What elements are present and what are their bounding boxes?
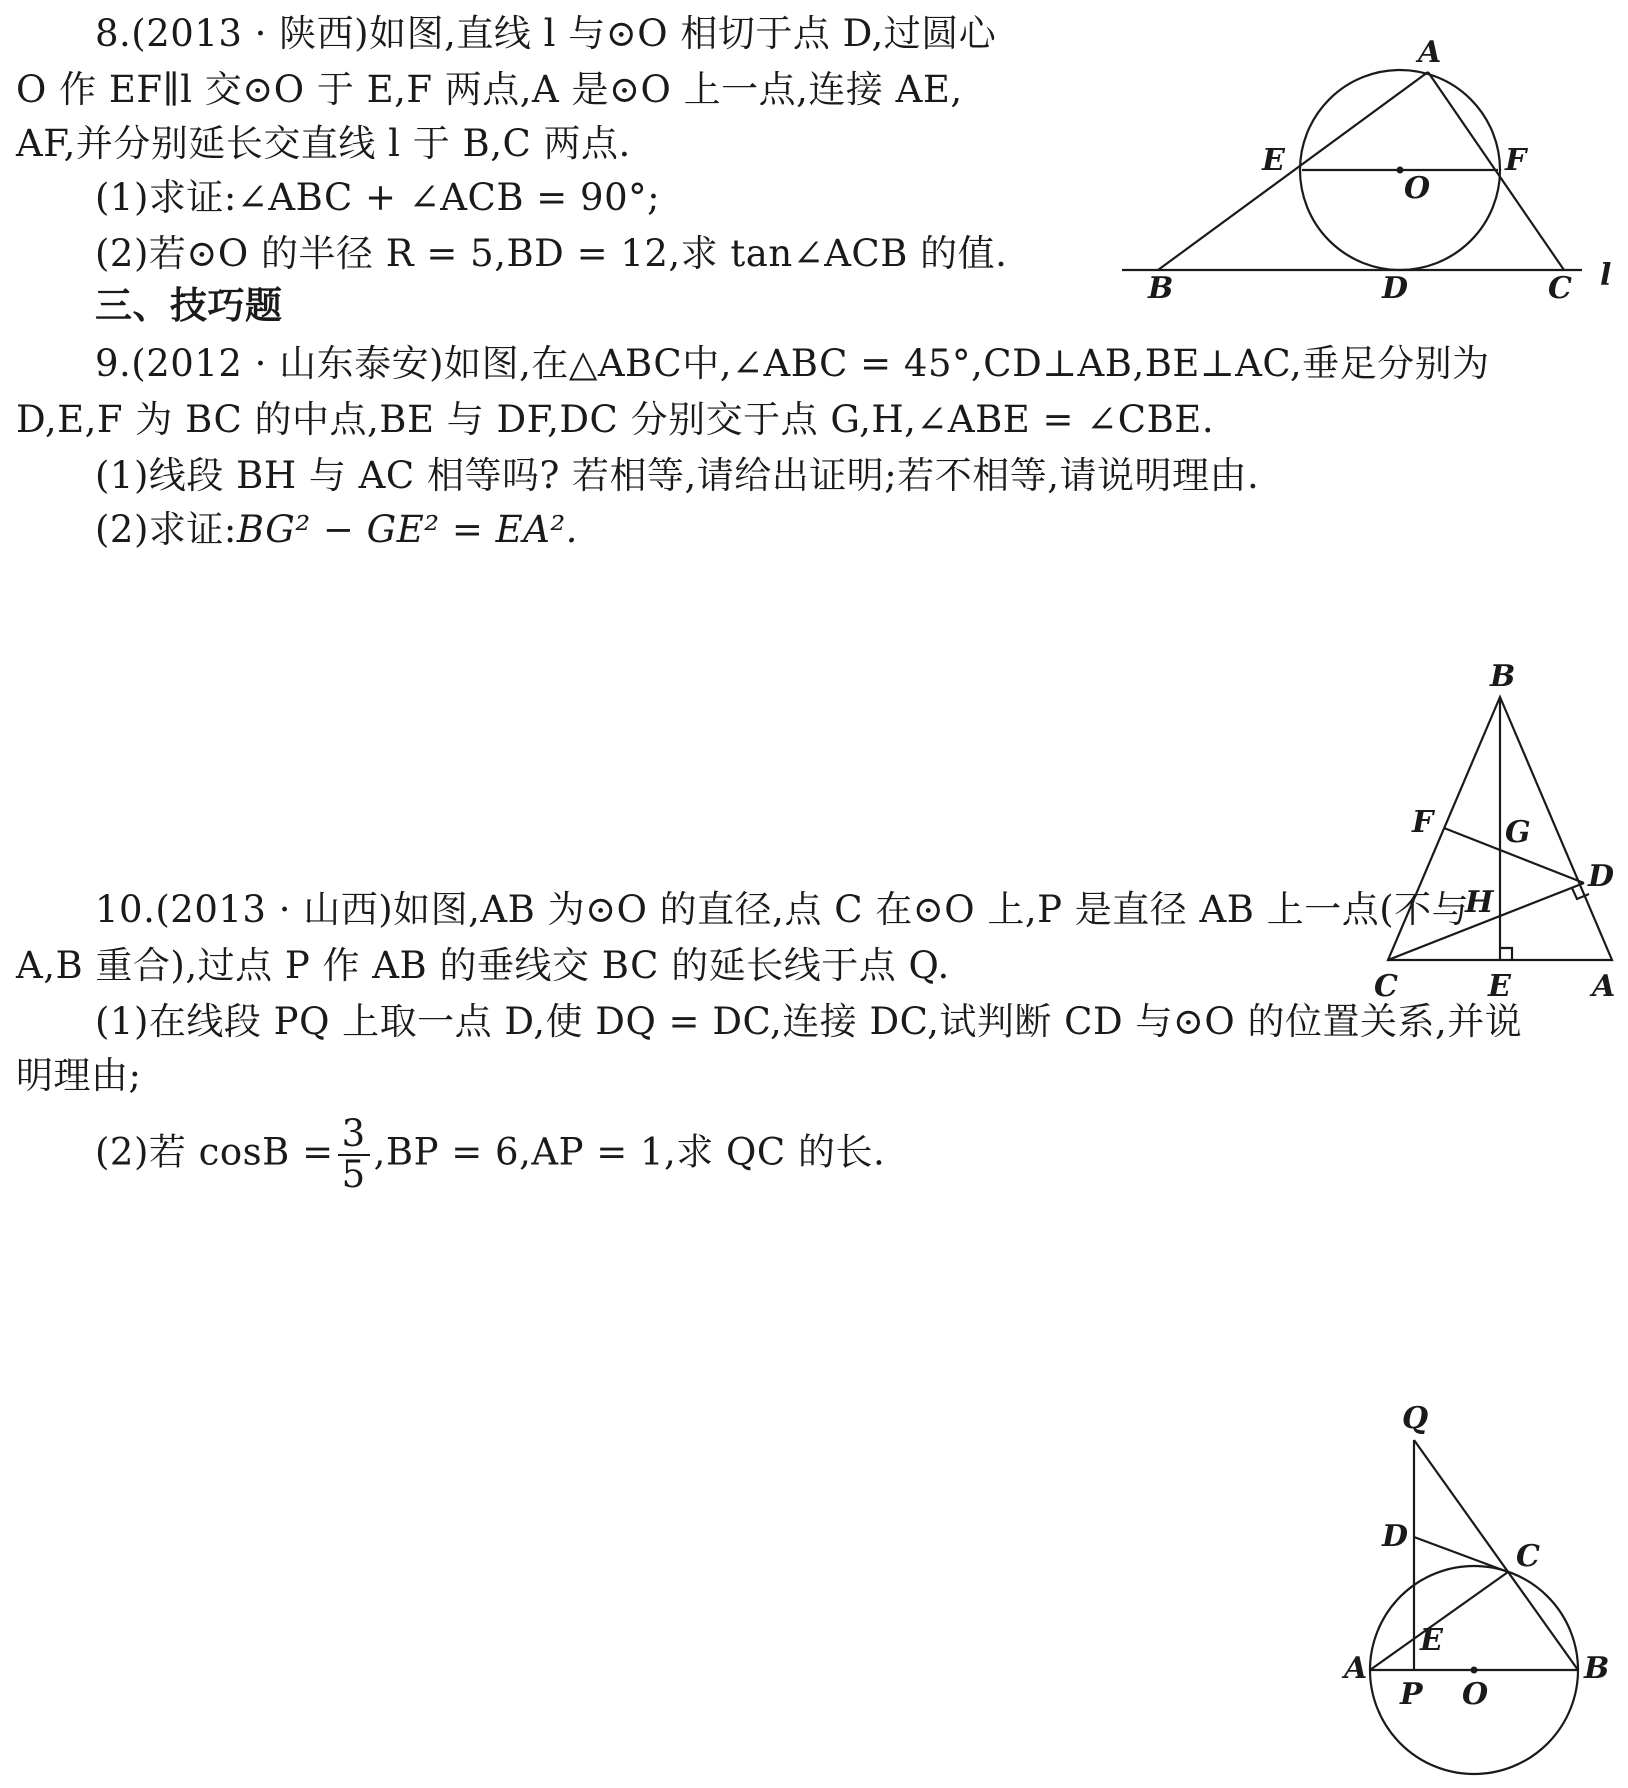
fig9-label-h: H <box>1465 885 1494 920</box>
p9-line-2: D,E,F 为 BC 的中点,BE 与 DF,DC 分别交于点 G,H,∠ABE = ∠CBE. <box>16 398 1215 441</box>
fig10-label-q: Q <box>1402 1401 1429 1436</box>
p10-line-1: 10.(2013 · 山西)如图,AB 为⊙O 的直径,点 C 在⊙O 上,P 是直径 AB 上一点(不与 <box>95 888 1470 931</box>
fig9-label-b: B <box>1490 659 1516 694</box>
fig9-label-d: D <box>1588 859 1615 894</box>
fraction-numerator: 3 <box>338 1115 370 1156</box>
p8-question-1: (1)求证:∠ABC + ∠ACB = 90°; <box>95 176 661 219</box>
fig9-label-a: A <box>1592 969 1616 1004</box>
fig10-label-b: B <box>1584 1651 1610 1686</box>
fig10-label-d: D <box>1382 1519 1409 1554</box>
fig8-center-dot <box>1397 167 1404 174</box>
fig10-label-o: O <box>1462 1677 1489 1712</box>
fig9-label-g: G <box>1505 815 1531 850</box>
fraction-denominator: 5 <box>341 1152 366 1196</box>
fig10-label-e: E <box>1420 1623 1443 1658</box>
fig8-label-o: O <box>1404 171 1431 206</box>
p10-q2-prefix: (2)若 cosB = <box>95 1130 334 1174</box>
p10-question-1b: 明理由; <box>16 1054 142 1097</box>
fig10-label-c: C <box>1516 1539 1540 1574</box>
p9-line-1: 9.(2012 · 山东泰安)如图,在△ABC中,∠ABC = 45°,CD⊥AB,BE⊥AC,垂足分别为 <box>95 342 1490 385</box>
section-heading: 三、技巧题 <box>95 284 283 327</box>
fig9-label-f: F <box>1412 805 1434 840</box>
fig9-label-c: C <box>1374 969 1398 1004</box>
fig9-right-angle-e <box>1500 948 1512 960</box>
p10-q2-suffix: ,BP = 6,AP = 1,求 QC 的长. <box>373 1130 886 1174</box>
p9-question-1: (1)线段 BH 与 AC 相等吗? 若相等,请给出证明;若不相等,请说明理由. <box>95 454 1260 497</box>
p8-line-1: 8.(2013 · 陕西)如图,直线 l 与⊙O 相切于点 D,过圆心 <box>95 12 997 55</box>
fig9-label-e: E <box>1488 969 1511 1004</box>
p8-line-3: AF,并分别延长交直线 l 于 B,C 两点. <box>16 122 631 165</box>
p8-question-2: (2)若⊙O 的半径 R = 5,BD = 12,求 tan∠ACB 的值. <box>95 232 1008 275</box>
p9-q2-prefix: (2)求证: <box>95 508 237 551</box>
p8-line-2: O 作 EF∥l 交⊙O 于 E,F 两点,A 是⊙O 上一点,连接 AE, <box>16 68 963 111</box>
fig10-label-a: A <box>1344 1651 1368 1686</box>
fig8-label-f: F <box>1505 143 1527 178</box>
figure-10 <box>1370 1440 1578 1774</box>
fig8-label-l: l <box>1600 258 1612 293</box>
fig8-label-e: E <box>1262 143 1285 178</box>
p10-line-2: A,B 重合),过点 P 作 AB 的垂线交 BC 的延长线于点 Q. <box>16 944 950 987</box>
fig10-label-p: P <box>1400 1677 1423 1712</box>
fig8-label-d: D <box>1382 271 1409 306</box>
fig8-label-c: C <box>1548 271 1572 306</box>
p9-q2-equation: BG² − GE² = EA². <box>236 508 578 551</box>
fig10-center-dot <box>1471 1667 1478 1674</box>
fig8-label-a: A <box>1418 35 1442 70</box>
fig8-label-b: B <box>1148 271 1174 306</box>
p10-question-1a: (1)在线段 PQ 上取一点 D,使 DQ = DC,连接 DC,试判断 CD 与⊙O 的位置关系,并说 <box>95 1000 1523 1043</box>
